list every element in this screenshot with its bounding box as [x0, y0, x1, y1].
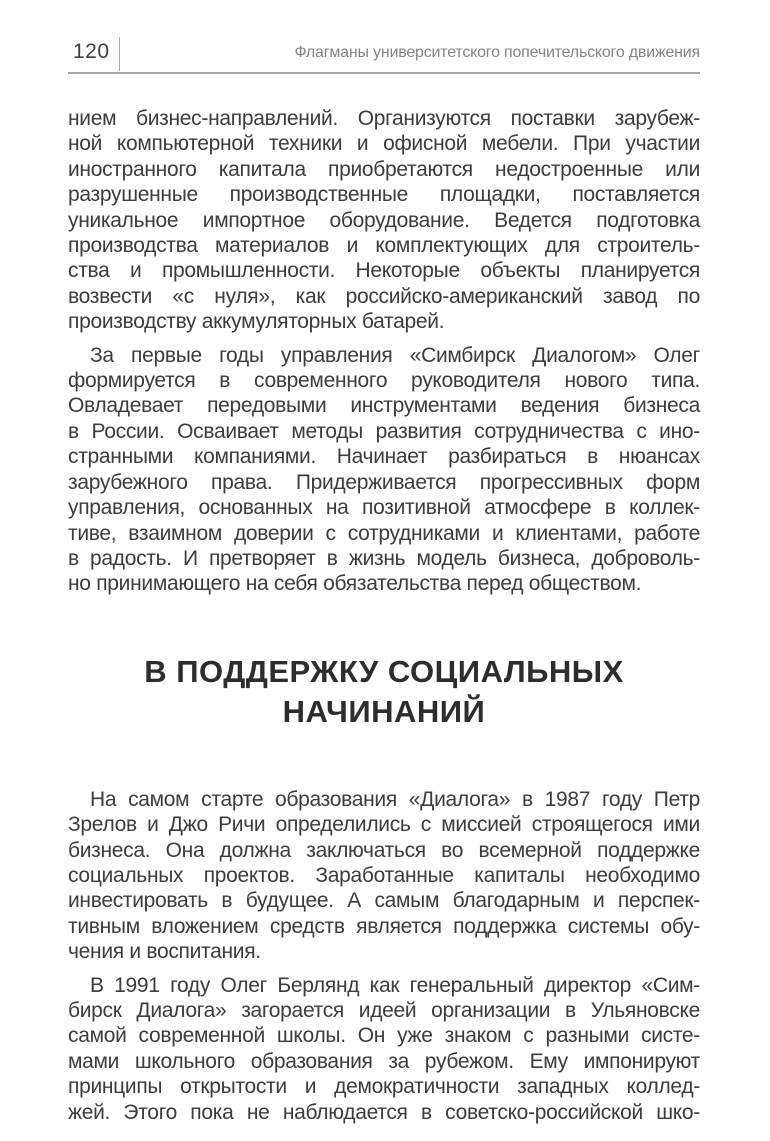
text-line: зарубежного права. Придерживается прогрессивных форм — [68, 470, 700, 494]
text-line: иностранного капитала приобретаются недостроенные или — [68, 157, 700, 181]
text-line: уникальное импортное оборудование. Ведется подготовка — [68, 208, 700, 232]
text-line: тивным вложением средств является поддержка системы обу- — [68, 914, 700, 938]
text-line: нием бизнес-направлений. Организуются поставки зарубеж- — [68, 107, 700, 130]
text-line: Овладевает передовыми инструментами ведения бизнеса — [68, 394, 700, 418]
text-line: жей. Этого пока не наблюдается в советско-российской шко- — [68, 1100, 700, 1124]
text-line: производству аккумуляторных батарей. — [68, 310, 445, 334]
text-line: в радость. И претворяет в жизнь модель бизнеса, доброволь- — [68, 546, 700, 570]
text-line: ной компьютерной техники и офисной мебели. При участии — [68, 132, 700, 156]
paragraph — [68, 787, 700, 965]
text-line: разрушенные производственные площадки, поставляется — [68, 183, 700, 207]
paragraph — [68, 106, 700, 335]
text-line: ства и промышленности. Некоторые объекты планируется — [68, 259, 700, 283]
text-line: странными компаниями. Начинает разбираться в нюансах — [68, 445, 700, 469]
text-line: социальных проектов. Заработанные капиталы необходимо — [68, 863, 700, 887]
text-line: формируется в современного руководителя нового типа. — [68, 369, 700, 393]
text-line: тиве, взаимном доверии с сотрудниками и клиентами, работе — [68, 521, 700, 545]
text-line: Зрелов и Джо Ричи определились с миссией строящегося ими — [68, 813, 700, 837]
text-block-bottom — [68, 787, 700, 1125]
text-line: мами школьного образования за рубежом. Ему импонируют — [68, 1049, 700, 1073]
text-line: На самом старте образования «Диалога» в 1987 году Петр — [90, 787, 700, 811]
text-line: в России. Осваивает методы развития сотрудничества с ино- — [68, 419, 700, 443]
text-block-top — [68, 106, 700, 597]
text-line: За первые годы управления «Симбирск Диалогом» Олег — [90, 343, 700, 367]
page-header — [68, 0, 700, 74]
paragraph — [68, 973, 700, 1125]
text-line: управления, основанных на позитивной атмосфере в коллек- — [68, 496, 700, 520]
section-heading: В ПОДДЕРЖКУ СОЦИАЛЬНЫХ НАЧИНАНИЙ — [144, 653, 624, 729]
header-divider — [119, 37, 120, 71]
text-line: инвестировать в будущее. А самым благодарным и перспек- — [68, 889, 700, 913]
running-head: Флагманы университетского попечительского движения — [294, 44, 700, 61]
text-line: чения и воспитания. — [68, 940, 261, 964]
text-line: В 1991 году Олег Берлянд как генеральный директор «Сим- — [90, 973, 700, 997]
text-line: бирск Диалога» загорается идеей организации в Ульяновске — [68, 998, 700, 1022]
text-line: принципы открытости и демократичности западных коллед- — [68, 1075, 700, 1099]
text-line: но принимающего на себя обязательства перед обществом. — [68, 572, 642, 596]
text-line: производства материалов и комплектующих для строитель- — [68, 234, 700, 258]
text-line: бизнеса. Она должна заключаться во всемерной поддержке — [68, 838, 700, 862]
paragraph — [68, 343, 700, 597]
text-line: самой современной школы. Он уже знаком с разными систе- — [68, 1024, 700, 1048]
text-line: возвести «с нуля», как российско-американский завод по — [68, 284, 700, 308]
page-number: 120 — [73, 40, 110, 63]
